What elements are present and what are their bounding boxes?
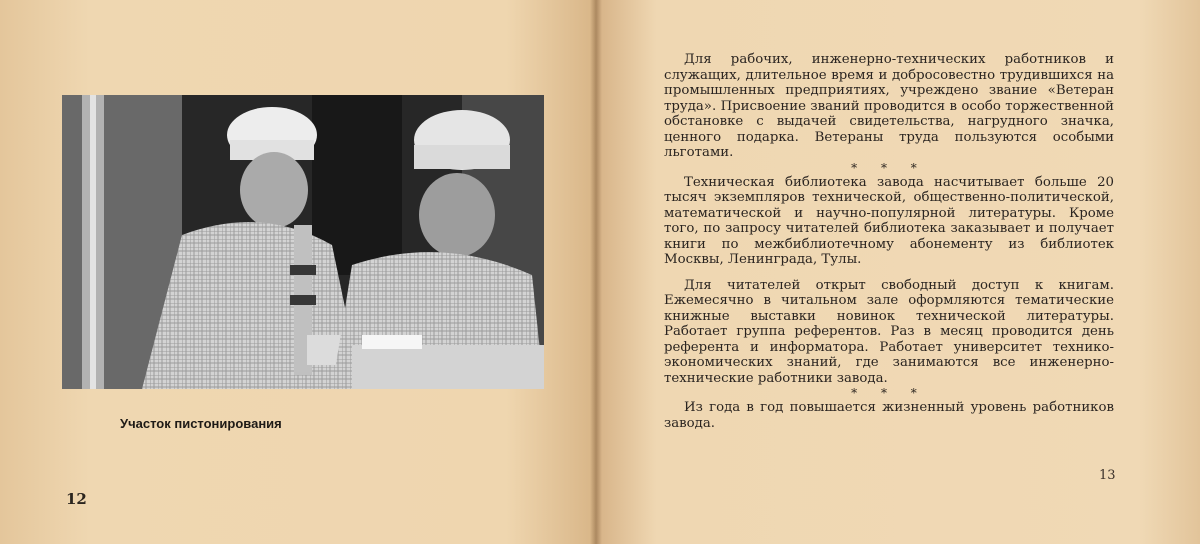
photo-caption: Участок пистонирования [120, 416, 282, 431]
paragraph-readers: Для читателей открыт свободный доступ к книгам. Ежемесячно в читальном зале оформляются тематические книжные выставки новинок технической литературы. Работает группа референтов. Раз в месяц проводится день референта и информатора. Работает университет технико-экономических знаний, где занимаются все инженерно-технические работники завода. [664, 277, 1114, 386]
page-number-left: 12 [66, 490, 87, 508]
paragraph-living-standard: Из года в год повышается жизненный уровень работников завода. [664, 400, 1114, 431]
separator-stars: * * * [851, 160, 927, 175]
right-page-text [664, 52, 1114, 431]
paragraph-veteran: Для рабочих, инженерно-технических работников и служащих, длительное время и добросовестно трудившихся на промышленных предприятиях, учреждено звание «Ветеран труда». Присвоение званий проводится в особо торжественной обстановке с выдачей свидетельства, нагрудного значка, ценного подарка. Ветераны труда пользуются особыми льготами. [664, 52, 1114, 160]
separator-stars-2: * * * [851, 386, 927, 400]
page-number-right: 13 [1099, 468, 1116, 483]
workers-photo [62, 95, 544, 389]
book-gutter [590, 0, 602, 544]
paragraph-library: Техническая библиотека завода насчитывает больше 20 тысяч экземпляров технической, общественно-политической, математической и научно-популярной литературы. Кроме того, по запросу читателей библиотека заказывает и получает книги по межбиблиотечному абонементу из библиотек Москвы, Ленинграда, Тулы. [664, 174, 1114, 267]
